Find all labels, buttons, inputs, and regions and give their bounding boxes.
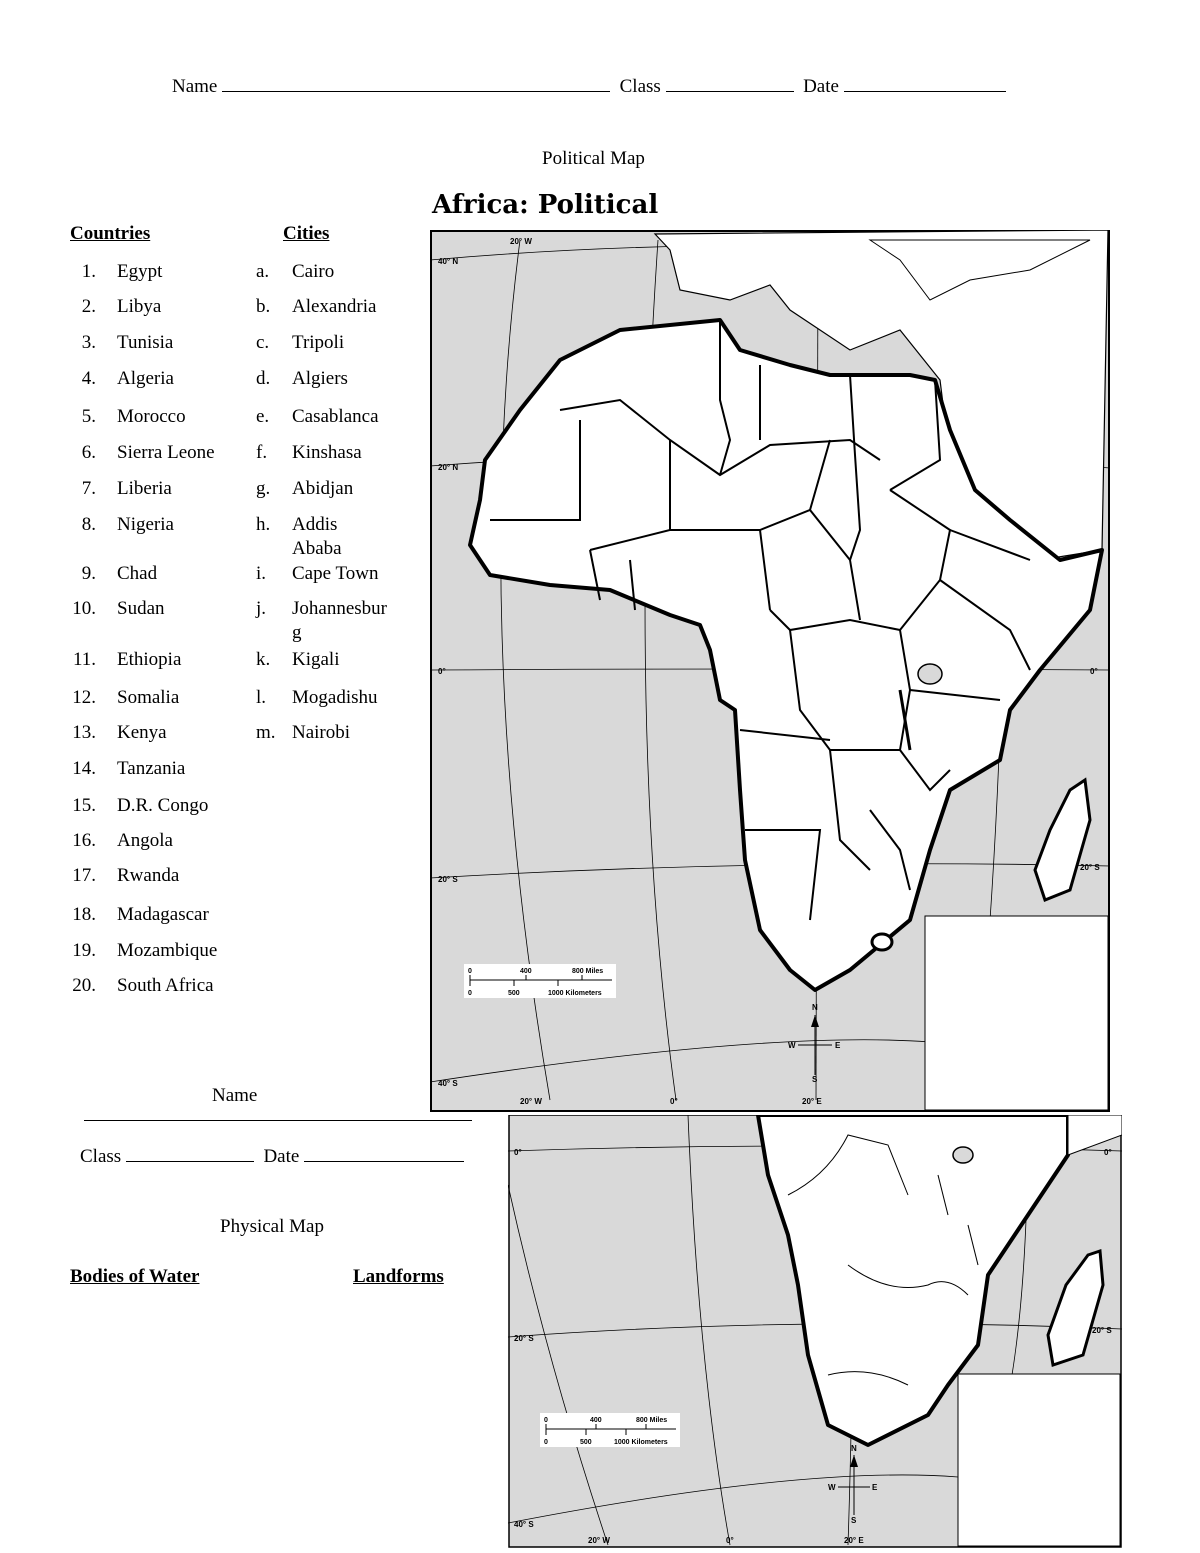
phys-compass-e: E	[872, 1483, 878, 1492]
country-number: 15.	[72, 795, 96, 816]
country-number: 20.	[72, 975, 96, 996]
scale-km-0: 0	[468, 990, 472, 997]
city-letter: l.	[256, 687, 267, 708]
city-name: Algiers	[292, 368, 348, 389]
political-map-title: Africa: Political	[432, 190, 659, 220]
country-name: Ethiopia	[117, 649, 182, 670]
country-number: 10.	[72, 598, 96, 619]
city-name-continued: g	[292, 622, 302, 643]
scale-km-500: 500	[508, 990, 520, 997]
country-name: Mozambique	[117, 940, 218, 961]
phys-lon-20e: 20° E	[844, 1536, 864, 1545]
inset-box	[925, 916, 1108, 1110]
country-name: Kenya	[117, 722, 167, 743]
physical-class-label: Class	[80, 1146, 122, 1167]
class-label: Class	[619, 76, 661, 97]
country-number: 5.	[81, 406, 96, 427]
phys-scale-miles-0: 0	[544, 1417, 548, 1424]
scale-bar	[464, 964, 616, 998]
country-number: 7.	[81, 478, 96, 499]
compass-e: E	[835, 1041, 841, 1050]
city-letter: d.	[256, 368, 271, 389]
city-name: Cape Town	[292, 563, 379, 584]
country-number: 1.	[81, 261, 96, 282]
lon-20w-top-label: 20° W	[510, 237, 532, 246]
phys-compass-n: N	[851, 1444, 857, 1453]
physical-name-blank[interactable]	[84, 1120, 472, 1121]
city-name: Kigali	[292, 649, 340, 670]
physical-class-blank[interactable]	[126, 1143, 254, 1162]
name-label: Name	[172, 76, 218, 97]
lon-0-bottom-label: 0°	[670, 1097, 678, 1106]
name-row	[172, 73, 1006, 98]
city-letter: b.	[256, 296, 271, 317]
city-name: Kinshasa	[292, 442, 362, 463]
phys-lat-20s-left: 20° S	[514, 1334, 534, 1343]
country-number: 19.	[72, 940, 96, 961]
country-name: Rwanda	[117, 865, 180, 886]
cities-header: Cities	[283, 223, 330, 244]
city-letter: h.	[256, 514, 271, 535]
physical-scale-bar	[540, 1413, 680, 1447]
city-name: Mogadishu	[292, 687, 378, 708]
political-map	[430, 230, 1110, 1112]
scale-miles-0: 0	[468, 968, 472, 975]
physical-map	[508, 1115, 1122, 1549]
phys-lat-20s-right: 20° S	[1092, 1326, 1112, 1335]
lat-40s-label: 40° S	[438, 1079, 458, 1088]
phys-compass-w: W	[828, 1483, 836, 1492]
city-name: Johannesbur	[292, 598, 387, 619]
physical-inset-box	[958, 1374, 1120, 1546]
city-name: Cairo	[292, 261, 335, 282]
country-number: 8.	[81, 514, 96, 535]
country-name: Morocco	[117, 406, 186, 427]
compass-n: N	[812, 1003, 818, 1012]
date-label: Date	[803, 76, 839, 97]
lat-20s-left-label: 20° S	[438, 875, 458, 884]
physical-class-date-row	[80, 1143, 464, 1168]
country-name: Sierra Leone	[117, 442, 215, 463]
date-blank[interactable]	[844, 73, 1006, 92]
country-name: Sudan	[117, 598, 165, 619]
city-name: Abidjan	[292, 478, 354, 499]
country-name: South Africa	[117, 975, 214, 996]
city-letter: e.	[256, 406, 270, 427]
lake-victoria	[918, 664, 942, 684]
city-letter: j.	[256, 598, 267, 619]
lat-0-right-label: 0°	[1090, 667, 1098, 676]
phys-scale-km-1000: 1000 Kilometers	[614, 1439, 668, 1446]
country-number: 18.	[72, 904, 96, 925]
compass-s: S	[812, 1075, 818, 1084]
country-number: 3.	[81, 332, 96, 353]
name-blank[interactable]	[222, 73, 610, 92]
city-letter: c.	[256, 332, 270, 353]
scale-km-1000: 1000 Kilometers	[548, 990, 602, 997]
country-name: Madagascar	[117, 904, 209, 925]
city-name: Alexandria	[292, 296, 377, 317]
phys-lon-0: 0°	[726, 1536, 734, 1545]
city-letter: k.	[256, 649, 271, 670]
country-number: 16.	[72, 830, 96, 851]
country-number: 9.	[81, 563, 96, 584]
compass-w: W	[788, 1041, 796, 1050]
class-blank[interactable]	[666, 73, 794, 92]
country-number: 12.	[72, 687, 96, 708]
phys-scale-miles-800: 800 Miles	[636, 1417, 668, 1424]
city-letter: a.	[256, 261, 270, 282]
lat-0-left-label: 0°	[438, 667, 446, 676]
country-name: Algeria	[117, 368, 174, 389]
country-name: Liberia	[117, 478, 172, 499]
country-name: Chad	[117, 563, 158, 584]
city-letter: g.	[256, 478, 271, 499]
lesotho	[872, 934, 892, 950]
lon-20w-bottom-label: 20° W	[520, 1097, 542, 1106]
city-name: Tripoli	[292, 332, 345, 353]
phys-lat-0-right: 0°	[1104, 1148, 1112, 1157]
country-number: 4.	[81, 368, 96, 389]
country-number: 14.	[72, 758, 96, 779]
phys-scale-miles-400: 400	[590, 1417, 602, 1424]
phys-compass-s: S	[851, 1516, 857, 1525]
country-name: D.R. Congo	[117, 795, 209, 816]
physical-date-label: Date	[263, 1146, 300, 1167]
physical-date-blank[interactable]	[304, 1143, 464, 1162]
country-name: Nigeria	[117, 514, 174, 535]
country-name: Tunisia	[117, 332, 174, 353]
country-number: 17.	[72, 865, 96, 886]
phys-lat-0-left: 0°	[514, 1148, 522, 1157]
lat-20n-label: 20° N	[438, 463, 459, 472]
country-number: 11.	[72, 649, 96, 670]
water-header: Bodies of Water	[70, 1266, 200, 1287]
country-number: 6.	[81, 442, 96, 463]
scale-miles-800: 800 Miles	[572, 968, 604, 975]
phys-lat-40s: 40° S	[514, 1520, 534, 1529]
city-letter: m.	[256, 722, 276, 743]
phys-scale-km-0: 0	[544, 1439, 548, 1446]
physical-name-label: Name	[212, 1085, 258, 1106]
city-name-continued: Ababa	[292, 538, 342, 559]
country-name: Tanzania	[117, 758, 186, 779]
political-section-title: Political Map	[542, 148, 645, 169]
city-letter: f.	[256, 442, 268, 463]
country-name: Libya	[117, 296, 162, 317]
physical-section-title: Physical Map	[220, 1216, 324, 1237]
countries-header: Countries	[70, 223, 151, 244]
city-name: Casablanca	[292, 406, 379, 427]
country-number: 13.	[72, 722, 96, 743]
lat-20s-right-label: 20° S	[1080, 863, 1100, 872]
city-name: Addis	[292, 514, 338, 535]
country-name: Egypt	[117, 261, 163, 282]
scale-miles-400: 400	[520, 968, 532, 975]
country-name: Somalia	[117, 687, 180, 708]
lat-40n-label: 40° N	[438, 257, 459, 266]
country-name: Angola	[117, 830, 173, 851]
phys-lon-20w: 20° W	[588, 1536, 610, 1545]
landforms-header: Landforms	[353, 1266, 444, 1287]
lon-20e-bottom-label: 20° E	[802, 1097, 822, 1106]
physical-lake-victoria	[953, 1147, 973, 1163]
city-letter: i.	[256, 563, 267, 584]
phys-scale-km-500: 500	[580, 1439, 592, 1446]
country-number: 2.	[81, 296, 96, 317]
city-name: Nairobi	[292, 722, 351, 743]
